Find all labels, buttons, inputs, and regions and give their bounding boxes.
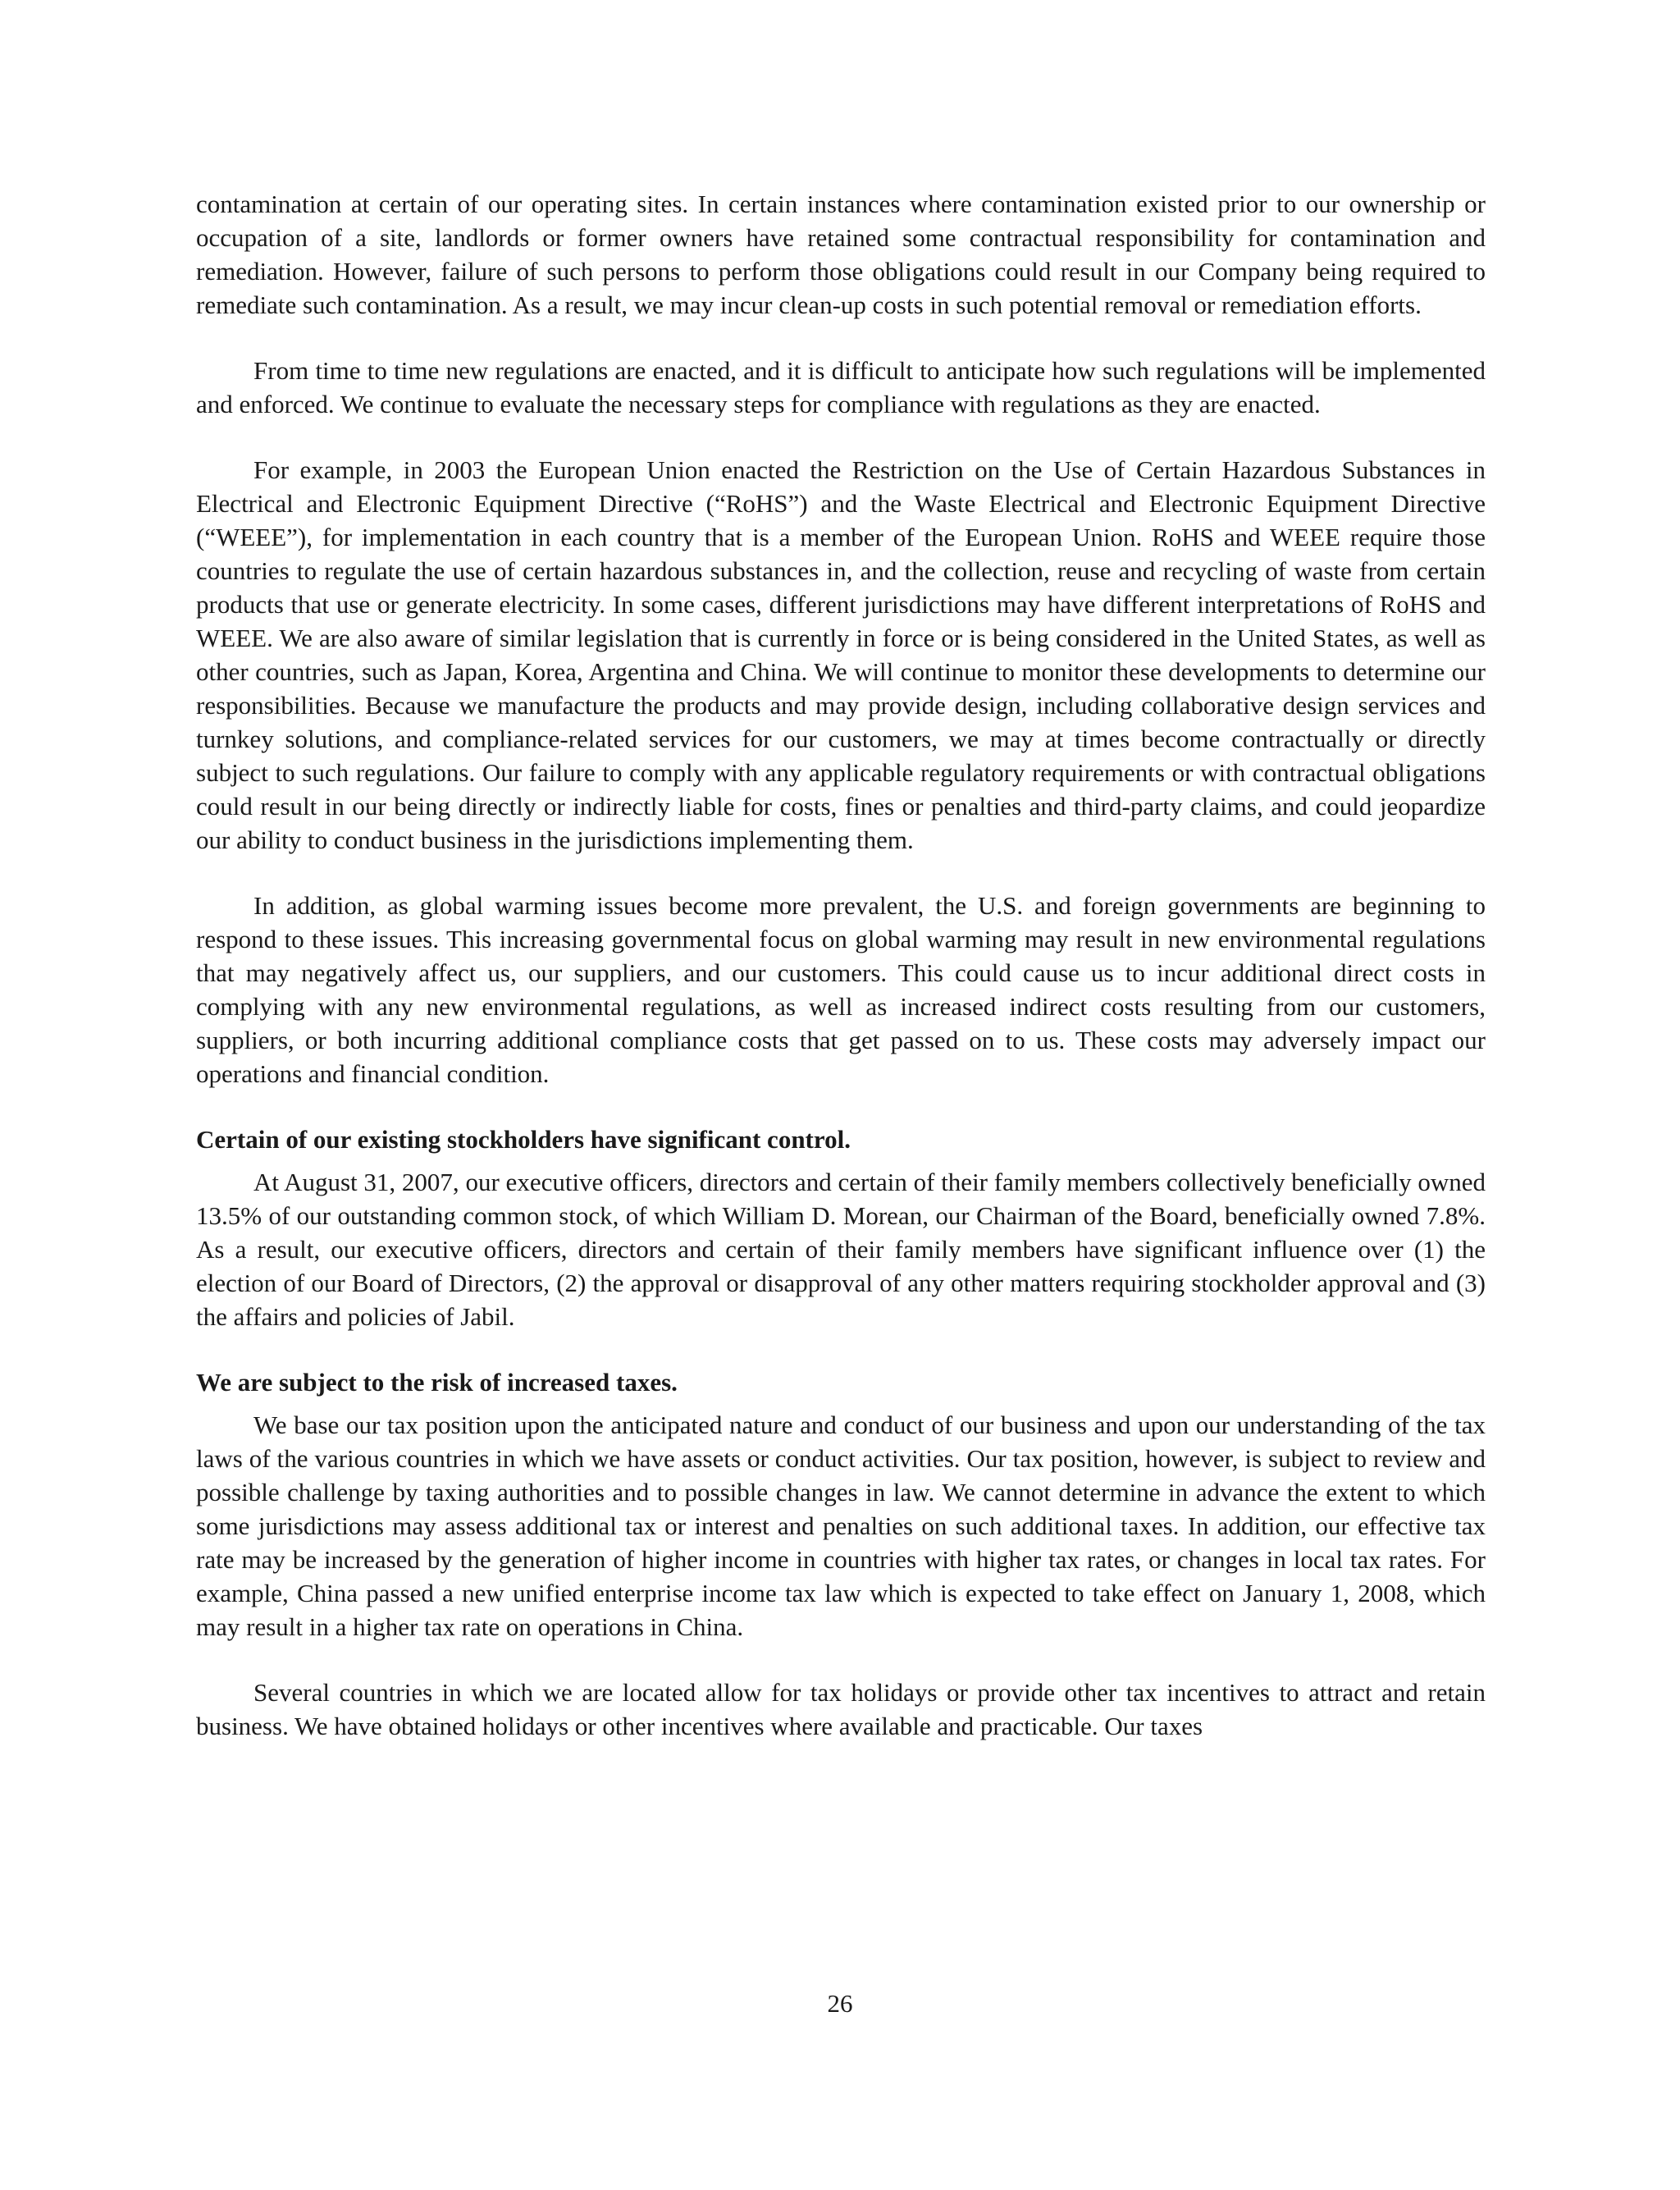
paragraph-tax-holidays: Several countries in which we are located allow for tax holidays or provide other tax incentives to attract and retain business. We have obtained holidays or other incentives where available and practicable. Our taxes xyxy=(196,1678,1486,1740)
section-heading-increased-taxes: We are subject to the risk of increased taxes. xyxy=(196,1368,678,1397)
section-stockholder-control xyxy=(196,1122,1486,1333)
paragraph-new-regulations: From time to time new regulations are enacted, and it is difficult to anticipate how such regulations will be implemented and enforced. We continue to evaluate the necessary steps for compliance with regulations as they are enacted. xyxy=(196,356,1486,418)
document-page xyxy=(196,187,1486,1775)
section-heading-stockholder-control: Certain of our existing stockholders have significant control. xyxy=(196,1125,851,1154)
section-increased-taxes xyxy=(196,1365,1486,1743)
paragraph-global-warming: In addition, as global warming issues become more prevalent, the U.S. and foreign governments are beginning to respond to these issues. This increasing governmental focus on global warming may result in new environmental regulations that may negatively affect us, our suppliers, and our customers. This could cause us to incur additional direct costs in complying with any new environmental regulations, as well as increased indirect costs resulting from our customers, suppliers, or both incurring additional compliance costs that get passed on to us. These costs may adversely impact our operations and financial condition. xyxy=(196,891,1486,1088)
page-number: 26 xyxy=(827,1989,853,2018)
paragraph-rohs-weee: For example, in 2003 the European Union enacted the Restriction on the Use of Certain Hazardous Substances in Electrical and Electronic Equipment Directive (“RoHS”) and the Waste Electrical and Electronic Equipment Directive (“WEEE”), for implementation in each country that is a member of the European Union. RoHS and WEEE require those countries to regulate the use of certain hazardous substances in, and the collection, reuse and recycling of waste from certain products that use or generate electricity. In some cases, different jurisdictions may have different interpretations of RoHS and WEEE. We are also aware of similar legislation that is currently in force or is being considered in the United States, as well as other countries, such as Japan, Korea, Argentina and China. We will continue to monitor these developments to determine our responsibilities. Because we manufacture the products and may provide design, including collaborative design services and turnkey solutions, and compliance-related services for our customers, we may at times become contractually or directly subject to such regulations. Our failure to comply with any applicable regulatory requirements or with contractual obligations could result in our being directly or indirectly liable for costs, fines or penalties and third-party claims, and could jeopardize our ability to conduct business in the jurisdictions implementing them. xyxy=(196,455,1486,854)
paragraph-stockholder-ownership: At August 31, 2007, our executive officers, directors and certain of their family members collectively beneficially owned 13.5% of our outstanding common stock, of which William D. Morean, our Chairman of the Board, beneficially owned 7.8%. As a result, our executive officers, directors and certain of their family members have significant influence over (1) the election of our Board of Directors, (2) the approval or disapproval of any other matters requiring stockholder approval and (3) the affairs and policies of Jabil. xyxy=(196,1168,1486,1331)
paragraph-contamination: contamination at certain of our operating sites. In certain instances where contamination existed prior to our ownership or occupation of a site, landlords or former owners have retained some contractual responsibility for contamination and remediation. However, failure of such persons to perform those obligations could result in our Company being required to remediate such contamination. As a result, we may incur clean-up costs in such potential removal or remediation efforts. xyxy=(196,190,1486,319)
paragraph-tax-position: We base our tax position upon the anticipated nature and conduct of our business and upon our understanding of the tax laws of the various countries in which we have assets or conduct activities. Our tax position, however, is subject to review and possible challenge by taxing authorities and to possible changes in law. We cannot determine in advance the extent to which some jurisdictions may assess additional tax or interest and penalties on such additional taxes. In addition, our effective tax rate may be increased by the generation of higher income in countries with higher tax rates, or changes in local tax rates. For example, China passed a new unified enterprise income tax law which is expected to take effect on January 1, 2008, which may result in a higher tax rate on operations in China. xyxy=(196,1410,1486,1641)
